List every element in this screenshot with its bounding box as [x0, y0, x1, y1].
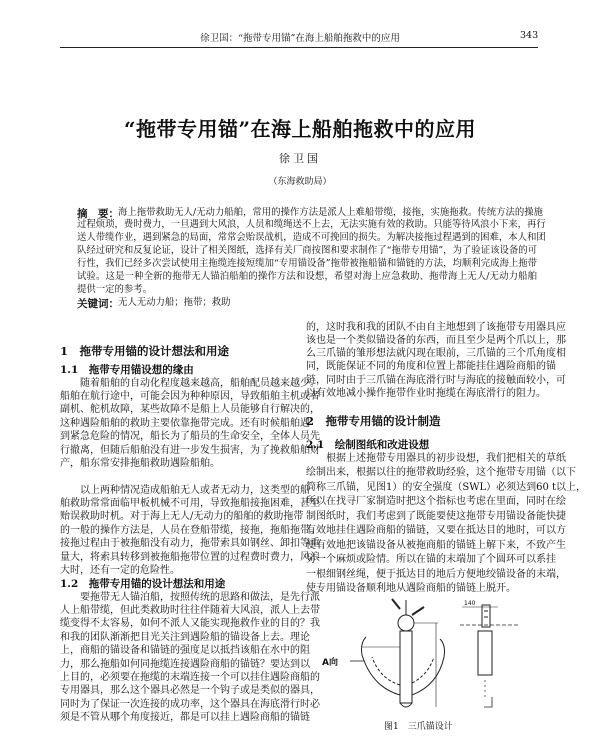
- anchor-fluke-left: [362, 637, 401, 695]
- section-heading-2: 2 拖带专用锚的设计制造: [306, 414, 441, 428]
- text-line: 同，既能保证不同的角度和位置上都能挂住遇险商船的锚: [306, 361, 556, 373]
- text-line: 大时，还有一定的危险性。: [60, 564, 180, 576]
- text-line: 力，那么拖船如何同拖缆连接遇险商船的锚链？要达到以: [60, 658, 310, 670]
- abstract-line: 队经过研究和反复论证，设计了相关图纸，选择有关厂商按图和要求制作了“拖带专用锚”，为了验证该设备的可: [77, 245, 537, 257]
- running-header: 徐卫国：“拖带专用锚”在海上船舶拖救中的应用: [200, 33, 400, 44]
- section-heading-2-1: 2.1 绘制图纸和改进设想: [306, 439, 430, 451]
- text-line: 接拖过程由于被拖船没有动力，拖带索具如钢丝、卸扣等重: [60, 538, 320, 550]
- affiliation: （东海救助局）: [268, 177, 332, 187]
- text-line: 绘制出来，根据以往的拖带救助经验，这个拖带专用锚（以下: [306, 467, 576, 478]
- dimension-label: 140: [464, 600, 476, 607]
- text-line: 行撤离，但随后船舶没有进一步发生损害，为了挽救船舶财: [60, 444, 320, 456]
- view-label: A向: [322, 658, 338, 668]
- section-heading-1: 1 拖带专用锚的设计想法和用途: [60, 344, 229, 358]
- text-line: 另一个麻烦或险情。所以在锚的末端加了个圆环可以系挂: [306, 554, 556, 565]
- abstract-line: 提供一定的参考。: [77, 283, 153, 295]
- text-line: 船舶在航行途中，可能会因为种种原因，导致船舶主机或者: [60, 390, 320, 402]
- text-line: 这种遇险船舶的救助主要依靠拖带完成。还有时候船舶遇: [60, 417, 310, 429]
- text-line: 以上两种情况造成船舶无人或者无动力，这类型的船: [80, 484, 310, 496]
- text-line: 么三爪锚的雏形想法就闪现在眼前，三爪锚的三个爪角度相: [306, 348, 566, 360]
- text-line: 该也是一个类似锚设备的东西，而且至少是两个爪以上，那: [306, 334, 566, 346]
- text-line: 上目的，必须要在拖缆的末端连接一个可以挂住遇险商船的: [60, 671, 320, 683]
- figure-1-anchor-drawing: [320, 595, 540, 715]
- text-line: 制图纸时，我们考虑到了既能要使这拖带专用锚设备能快捷: [306, 510, 566, 522]
- text-line: 随着船舶的自动化程度越来越高，船舶配员越来越少。: [80, 377, 320, 389]
- text-line: 产，船东常安排拖船救助遇险船舶。: [60, 457, 220, 469]
- text-line: 量大，将索具转移到被拖船拖带位置的过程费时费力，风浪: [60, 551, 320, 563]
- text-line: 到紧急危险的情况，船长为了船员的生命安全，全体人员先: [60, 431, 320, 443]
- text-line: 以有效地减小操作拖带作业时拖缆在海底滑行的阻力。: [306, 388, 546, 399]
- text-line: 要拖带无人锚泊船，按照传统的思路和做法，是先行派: [80, 591, 320, 603]
- abstract-line: 送人带缆作业，遇到紧急的局面，常常会贻误战机，造成不可挽回的损失。为解决接拖过程遇到的困难，本人和团: [77, 232, 546, 244]
- text-line: 须是不管从哪个角度接近，都是可以挂上遇险商船的锚链: [60, 712, 310, 724]
- text-line: 的，这时我和我的团队不由自主地想到了该拖带专用器具应: [306, 321, 566, 333]
- text-line: 和我的团队渐渐把目光关注到遇险船的锚设备上去。理论: [60, 631, 310, 643]
- anchor-shank: [400, 631, 412, 703]
- header-rule: [60, 47, 538, 48]
- section-heading-1-1: 1.1 拖带专用锚设想的缘由: [60, 364, 194, 376]
- anchor-side-view: [350, 599, 445, 707]
- text-line: 副机、舵机故障，某些故障不是船上人员能够自行解决的，: [60, 404, 320, 416]
- abstract-line: 海上拖带救助无人/无动力船舶，常用的操作方法是派人上难船带缆，接拖，实施拖救。传统方法的操施: [118, 206, 544, 218]
- text-line: 人上船带缆，但此类救助时往往伴随着大风浪，派人上去带: [60, 604, 320, 616]
- text-line: 链，同时由于三爪锚在海底滑行时与海底的接触面较小，可: [306, 374, 566, 386]
- text-line: 的一般的操作方法是，人员在登船带缆，接拖，拖船拖带。: [60, 524, 320, 536]
- text-line: 所以在找寻厂家制造时把这个指标也考虑在里面，同时在绘: [306, 496, 566, 507]
- keywords: 无人无动力船；拖带；救助: [118, 296, 231, 308]
- anchor-fluke-right: [412, 639, 445, 695]
- figure-caption: 图1 三爪锚设计: [384, 722, 453, 732]
- abstract-label: 摘 要：: [77, 207, 119, 220]
- author: 徐卫国: [279, 152, 321, 165]
- abstract-line: 行性，我们已经多次尝试使用主拖缆连接短缆加“专用锚设备”拖带被拖船锚和锚链的方法，均顺利完成海上拖带: [77, 258, 537, 270]
- abstract-line: 过程烦琐，费时费力，一旦遇到大风浪，人员和缆绳送不上去，无法实施有效的救助。只能等待风浪小下来，再行: [77, 219, 546, 231]
- text-line: 使专用锚设备顺利地从遇险商船的锚链上脱开。: [306, 583, 516, 594]
- text-line: 简称三爪锚，见图1）的安全强度（SWL）必须达到60 t以上，: [306, 481, 587, 493]
- paper-title: “拖带专用锚”在海上船舶拖救中的应用: [123, 117, 476, 141]
- keywords-label: 关键词：: [77, 298, 119, 310]
- text-line: 贻误救助时机。对于海上无人/无动力的船舶的救助拖带: [60, 511, 304, 523]
- text-line: 舶救助常常面临甲板机械不可用，导致拖船接拖困难，甚至: [60, 497, 320, 509]
- text-line: 缆变得不太容易，如何不派人又能实现拖救作业的目的？我: [60, 618, 320, 630]
- text-line: 便有效地把该锚设备从被拖商船的锚链上解下来，不致产生: [306, 539, 566, 551]
- text-line: 上，商船的锚设备和锚链的强度足以抵挡该船在水中的阻: [60, 645, 310, 657]
- abstract-line: 试验。这是一种全新的拖带无人锚泊船舶的操作方法和设想，希望对海上应急救助、拖带海上无人/无动力船舶: [77, 271, 537, 282]
- anchor-ring: [398, 615, 414, 631]
- page-number: 343: [520, 30, 539, 41]
- text-line: 专用器具，那么这个器具必然是一个钩子或是类似的器具，: [60, 685, 320, 697]
- text-line: 同时为了保证一次连接的成功率，这个器具在海底滑行时必: [60, 698, 320, 710]
- text-line: 有效地挂住遇险商船的锚链，又要在抵达目的地时，可以方: [306, 525, 566, 536]
- section-heading-1-2: 1.2 拖带专用锚的设计想法和用途: [60, 578, 226, 590]
- text-line: 一根细钢丝绳，便于抵达目的地后方便地绞锚设备的末端，: [306, 568, 566, 580]
- anchor-end-view: [460, 605, 520, 707]
- text-line: 根据上述拖带专用器具的初步设想，我们把相关的草纸: [326, 452, 566, 464]
